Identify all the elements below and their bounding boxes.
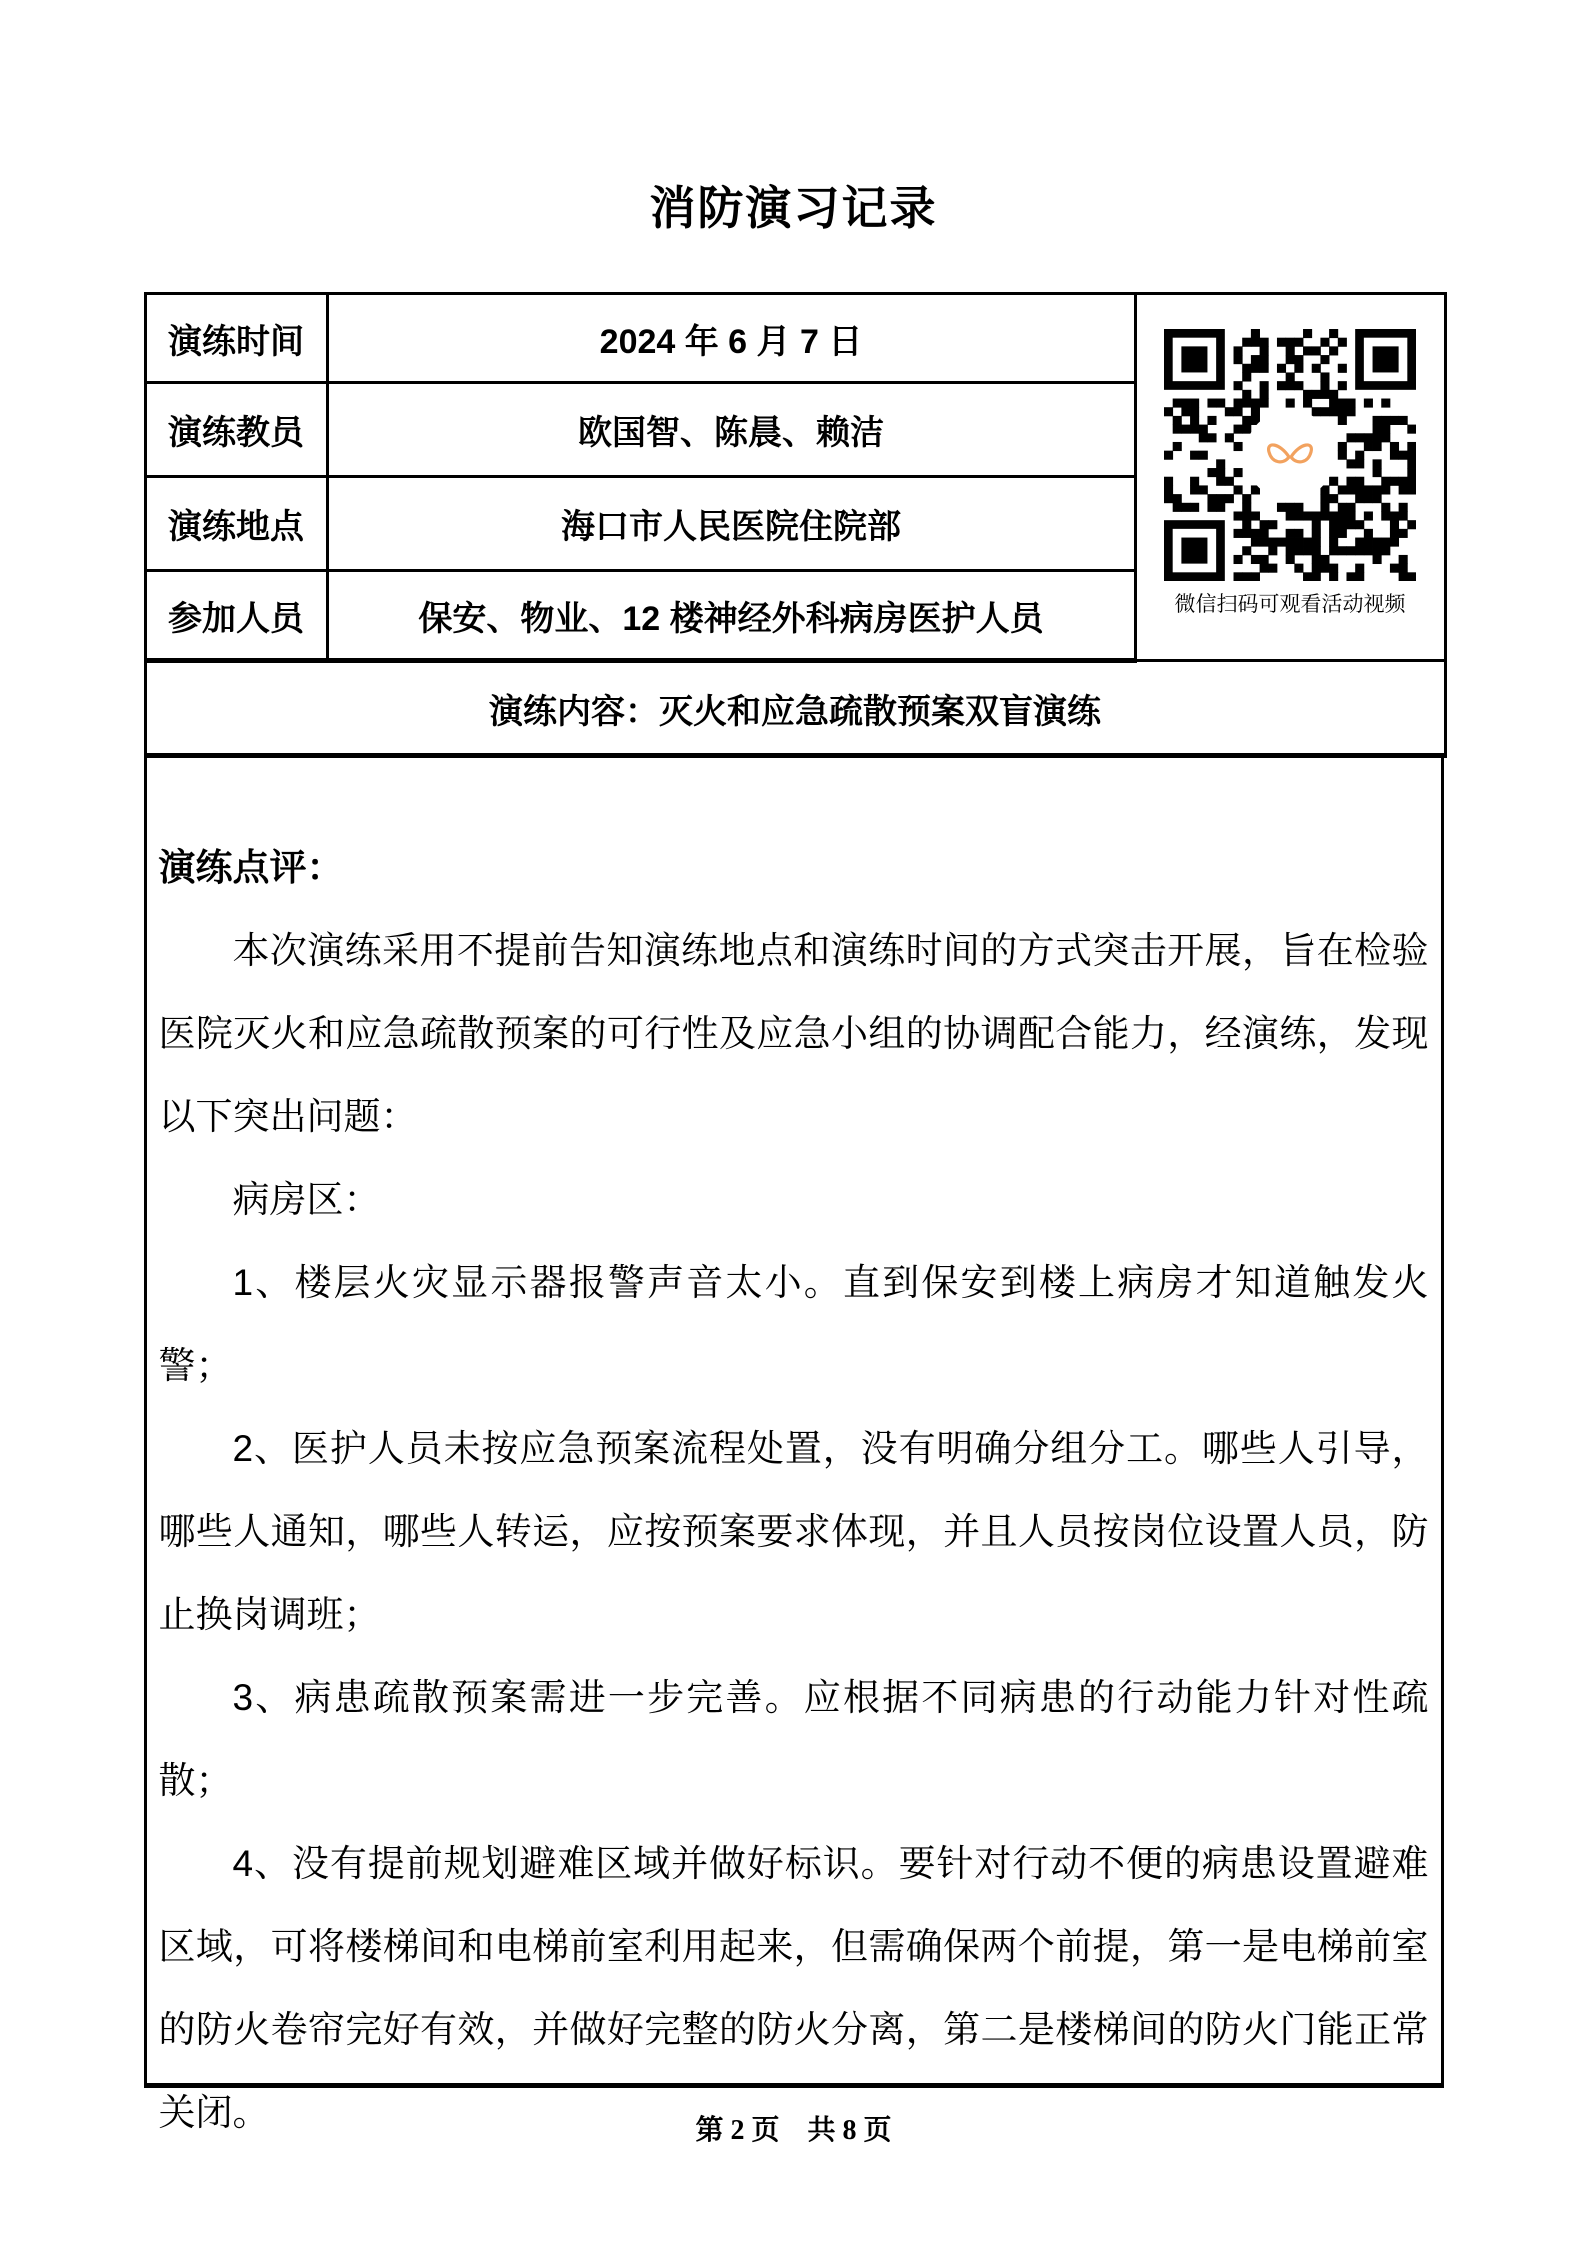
comment-paragraph: 本次演练采用不提前告知演练地点和演练时间的方式突击开展，旨在检验医院灭火和应急疏散预案的可行性及应急小组的协调配合能力，经演练，发现以下突出问题： [158, 930, 1429, 1137]
drill-info-table [144, 292, 1447, 758]
table-row [145, 661, 1445, 756]
row-label-location: 演练地点 [145, 477, 327, 571]
row-value-time: 2024 年 6 月 7 日 [327, 294, 1135, 383]
content-area [144, 292, 1444, 2148]
qr-code [1164, 329, 1416, 581]
comment-paragraph: 1、楼层火灾显示器报警声音太小。直到保安到楼上病房才知道触发火警； [158, 1262, 1429, 1386]
qr-cell [1135, 294, 1445, 661]
wechat-channels-logo-icon [1242, 407, 1338, 503]
row-value-instructors: 欧国智、陈晨、赖洁 [327, 383, 1135, 477]
qr-caption: 微信扫码可观看活动视频 [1174, 592, 1406, 616]
page-title: 消防演习记录 [649, 182, 938, 234]
comment-paragraph: 3、病患疏散预案需进一步完善。应根据不同病患的行动能力针对性疏散； [158, 1677, 1429, 1801]
row-label-time: 演练时间 [145, 294, 327, 383]
comment-paragraph: 4、没有提前规划避难区域并做好标识。要针对行动不便的病患设置避难区域，可将楼梯间和电梯前室利用起来，但需确保两个前提，第一是电梯前室的防火卷帘完好有效，并做好完整的防火分离，第二是楼梯间的防火门能正常关闭。 [158, 1843, 1429, 2133]
row-label-instructors: 演练教员 [145, 383, 327, 477]
comment-heading: 演练点评： [158, 847, 344, 888]
page-footer: 第 2 页 共 8 页 [695, 2115, 892, 2146]
row-value-location: 海口市人民医院住院部 [327, 477, 1135, 571]
comment-paragraph: 2、医护人员未按应急预案流程处置，没有明确分组分工。哪些人引导，哪些人通知，哪些人转运，应按预案要求体现，并且人员按岗位设置人员，防止换岗调班； [158, 1428, 1429, 1635]
comment-paragraph: 病房区： [232, 1179, 381, 1220]
row-label-participants: 参加人员 [145, 571, 327, 661]
drill-content-row: 演练内容：灭火和应急疏散预案双盲演练 [145, 661, 1445, 756]
row-value-participants: 保安、物业、12 楼神经外科病房医护人员 [327, 571, 1135, 661]
table-row [145, 294, 1445, 383]
